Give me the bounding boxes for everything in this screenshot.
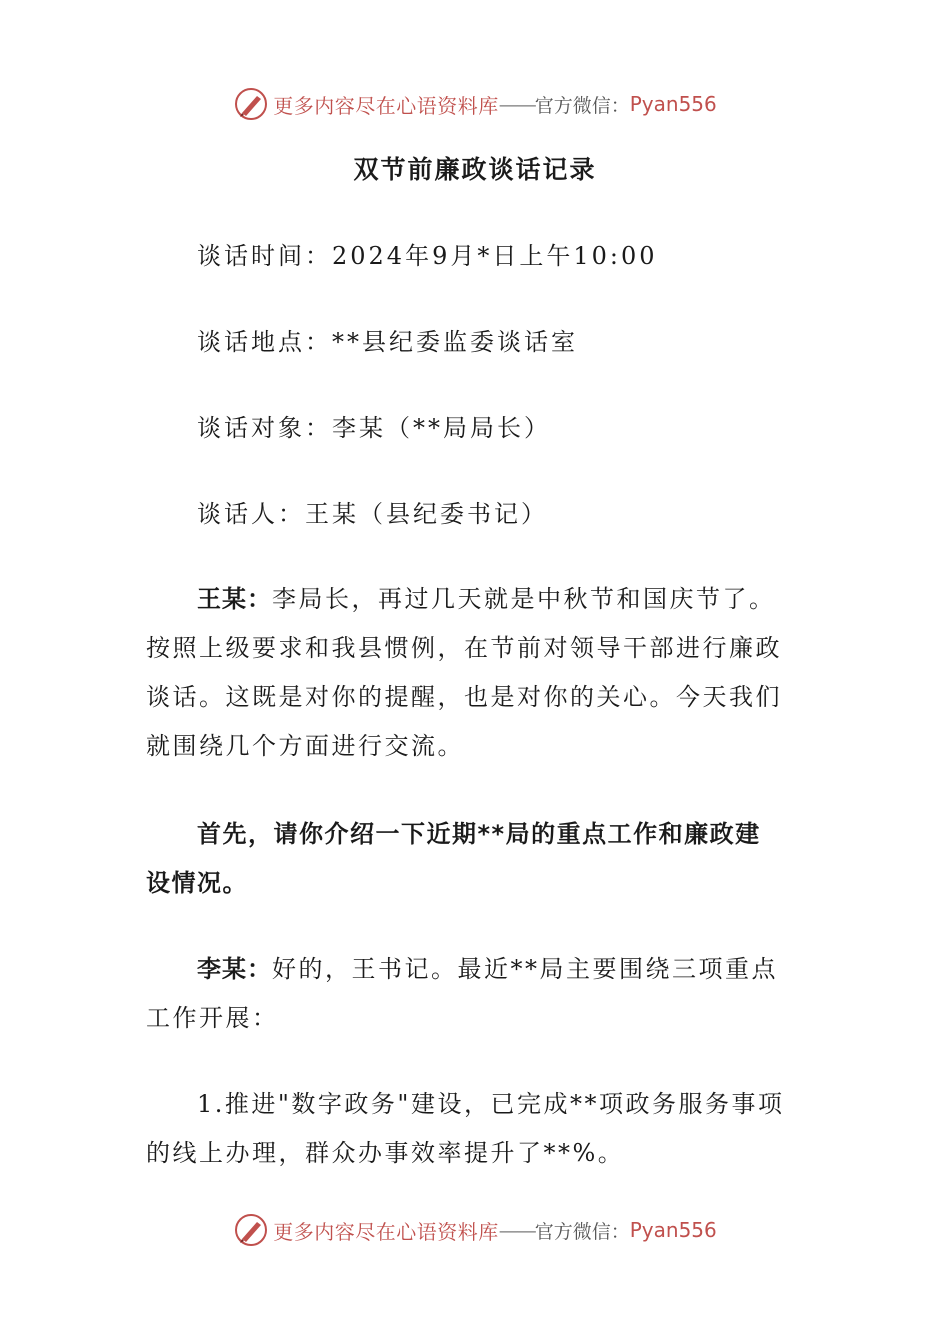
dialogue-paragraph [146, 945, 786, 1043]
watermark-brand: 更多内容尽在心语资料库 [273, 1219, 499, 1244]
paragraph-text: 首先，请你介绍一下近期**局的重点工作和廉政建设情况。 [146, 820, 761, 897]
dialogue-paragraph [146, 575, 786, 771]
paragraph-text: 李局长，再过几天就是中秋节和国庆节了。按照上级要求和我县惯例，在节前对领导干部进行廉政谈话。这既是对你的提醒，也是对你的关心。今天我们就围绕几个方面进行交流。 [146, 585, 782, 760]
paragraph-text: 1.推进"数字政务"建设，已完成**项政务服务事项的线上办理，群众办事效率提升了**%。 [146, 1090, 785, 1167]
pen-logo-icon [233, 86, 269, 122]
list-item-paragraph [146, 1080, 786, 1178]
speaker-label: 李某： [197, 955, 272, 983]
meta-interviewer: 谈话人：王某（县纪委书记） [197, 500, 548, 528]
meta-subject: 谈话对象：李某（**局局长） [197, 414, 551, 442]
watermark-wechat-label: 官方微信： [534, 1220, 630, 1243]
watermark-wechat-label: 官方微信： [534, 94, 630, 117]
pen-logo-icon [233, 1212, 269, 1248]
speaker-label: 王某： [197, 585, 272, 613]
watermark-banner-bottom [0, 1208, 950, 1252]
document-title: 双节前廉政谈话记录 [353, 155, 597, 184]
watermark-brand: 更多内容尽在心语资料库 [273, 93, 499, 118]
meta-time: 谈话时间：2024年9月*日上午10:00 [197, 242, 658, 270]
meta-location: 谈话地点：**县纪委监委谈话室 [197, 328, 578, 356]
watermark-dash: —— [498, 92, 535, 116]
dialogue-paragraph-bold [146, 810, 786, 908]
paragraph-text: 好的，王书记。最近**局主要围绕三项重点工作开展： [146, 955, 778, 1032]
watermark-dash: —— [498, 1218, 535, 1242]
watermark-banner-top [0, 82, 950, 126]
watermark-wechat-id: Pyan556 [629, 1218, 717, 1242]
watermark-wechat-id: Pyan556 [629, 92, 717, 116]
